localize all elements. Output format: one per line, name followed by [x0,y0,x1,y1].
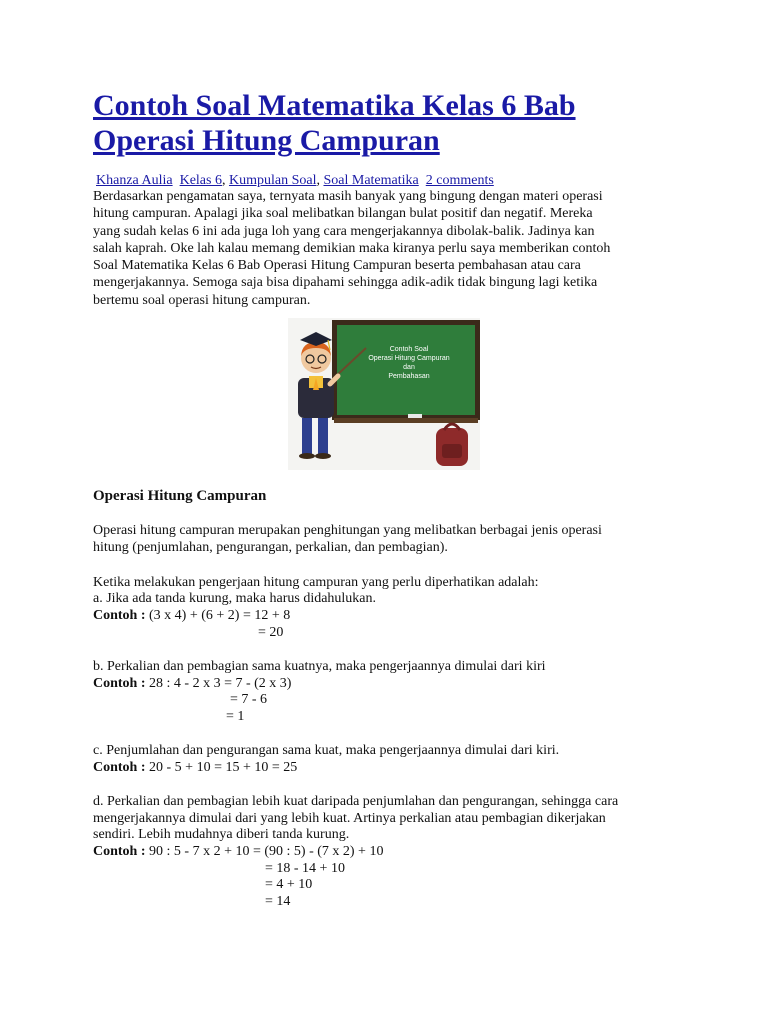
teacher-shoe-left [299,453,315,459]
post-title-line-1[interactable]: Contoh Soal Matematika Kelas 6 Bab [93,89,576,122]
rule-d-step: = 14 [265,894,291,909]
intro-line: yang sudah kelas 6 ini ada juga loh yang cara mengerjakannya dibolak-balik. Jadinya kan [93,223,595,239]
intro-line: salah kaprah. Oke lah kalau memang demikian maka kiranya perlu saya memberikan contoh [93,240,611,256]
rule-c-example [93,759,297,776]
rule-d-line: mengerjakannya dimulai dari yang lebih kuat. Artinya perkalian atau pembagian dikerjakan [93,811,606,826]
section-heading: Operasi Hitung Campuran [93,488,267,504]
rule-d-example [93,843,383,860]
teacher-shoe-right [315,453,331,459]
contoh-label: Contoh : [93,844,146,859]
rule-a-step: = 20 [258,625,284,640]
eraser [408,414,422,418]
label-link-kumpulan-soal[interactable]: Kumpulan Soal [228,173,317,188]
intro-line: bertemu soal operasi hitung campuran. [93,292,311,308]
intro-line: mengerjakannya. Semoga saja bisa dipahami sehingga adik-adik tidak bingung lagi ketika [93,275,598,291]
board-text-2: Operasi Hitung Campuran [368,355,450,362]
rule-d-example-expr: 90 : 5 - 7 x 2 + 10 = (90 : 5) - (7 x 2) + 10 [145,844,384,859]
rule-b-step: = 1 [226,709,245,724]
rule-a-example [93,607,290,624]
definition-line: hitung (penjumlahan, pengurangan, perkalian, dan pembagian). [93,540,448,556]
teacher-leg-right [318,418,328,454]
board-text-3: dan [403,364,415,371]
intro-line: hitung campuran. Apalagi jika soal melibatkan bilangan bulat positif dan negatif. Mereka [93,206,593,222]
rule-c-example-expr: 20 - 5 + 10 = 15 + 10 = 25 [145,760,298,775]
post-title[interactable] [93,88,653,158]
board-text-1: Contoh Soal [389,346,429,353]
rule-b-text: b. Perkalian dan pembagian sama kuatnya, maka pengerjaannya dimulai dari kiri [93,659,546,674]
backpack-pocket [442,444,462,458]
rule-b-example [93,675,291,692]
chalkboard-svg [288,318,480,470]
chalk-tray [334,418,478,423]
comments-link[interactable]: 2 comments [425,173,494,188]
rule-b-step: = 7 - 6 [230,692,268,707]
definition-line: Operasi hitung campuran merupakan penghitungan yang melibatkan berbagai jenis operasi [93,523,602,538]
rule-d-step: = 18 - 14 + 10 [265,861,345,876]
post-title-line-2[interactable]: Operasi Hitung Campuran [93,124,440,157]
teacher-chalkboard-illustration [288,318,480,470]
intro-line: Berdasarkan pengamatan saya, ternyata masih banyak yang bingung dengan materi operasi [93,189,603,204]
rule-a-example-expr: (3 x 4) + (6 + 2) = 12 + 8 [145,608,291,623]
definition-paragraph [93,522,683,557]
intro-paragraph [93,188,683,309]
rule-d-line: sendiri. Lebih mudahnya diberi tanda kurung. [93,827,350,842]
rule-b-example-expr: 28 : 4 - 2 x 3 = 7 - (2 x 3) [145,676,292,691]
contoh-label: Contoh : [93,608,146,623]
board-text-4: Pembahasan [388,373,430,380]
rule-d-step: = 4 + 10 [265,877,313,892]
graduation-cap-icon [300,332,332,346]
contoh-label: Contoh : [93,676,146,691]
teacher-leg-left [302,418,312,454]
rule-d-line: d. Perkalian dan pembagian lebih kuat daripada penjumlahan dan pengurangan, sehingga cara [93,794,619,809]
label-link-soal-matematika[interactable]: Soal Matematika [323,173,419,188]
post-meta: Khanza Aulia Kelas 6, Kumpulan Soal, Soal Matematika 2 comments [96,173,494,188]
intro-line: Soal Matematika Kelas 6 Bab Operasi Hitung Campuran beserta pembahasan atau cara [93,258,581,274]
author-link[interactable]: Khanza Aulia [96,173,173,188]
rules-intro: Ketika melakukan pengerjaan hitung campuran yang perlu diperhatikan adalah: [93,575,539,590]
label-link-kelas-6[interactable]: Kelas 6 [179,173,222,188]
rule-a-text: a. Jika ada tanda kurung, maka harus didahulukan. [93,591,377,606]
contoh-label: Contoh : [93,760,146,775]
rule-c-text: c. Penjumlahan dan pengurangan sama kuat, maka pengerjaannya dimulai dari kiri. [93,743,560,758]
